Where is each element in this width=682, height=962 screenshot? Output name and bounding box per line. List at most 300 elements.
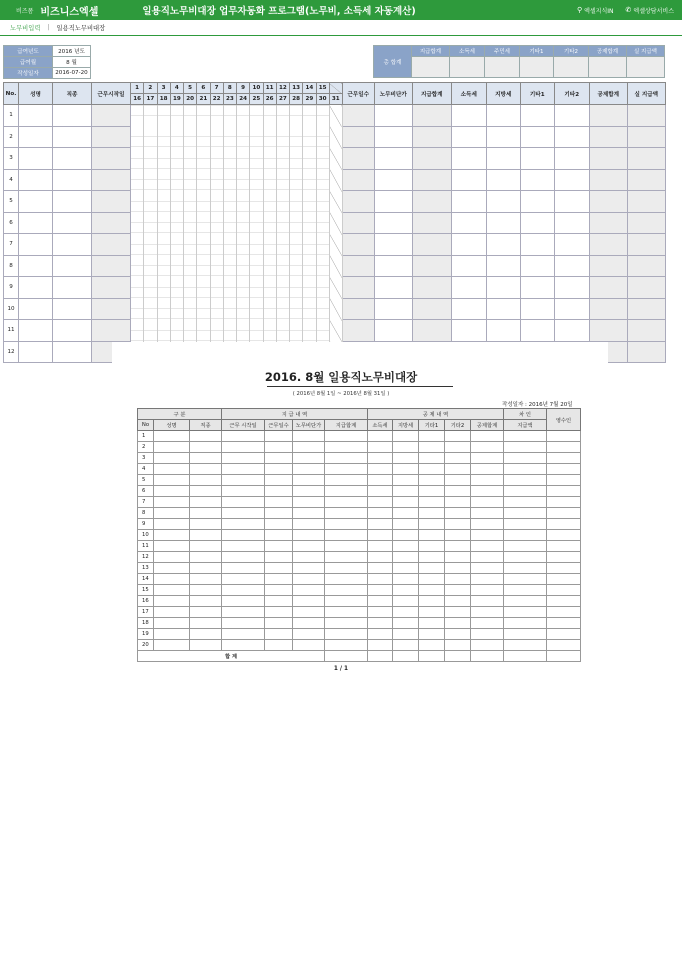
day-cell[interactable] — [276, 191, 289, 213]
etc2-cell[interactable] — [554, 212, 589, 234]
day-cell[interactable] — [250, 255, 263, 277]
day-cell[interactable] — [303, 298, 316, 320]
rate-cell[interactable] — [374, 320, 412, 342]
day-cell[interactable] — [157, 191, 170, 213]
day-cell[interactable] — [170, 234, 183, 256]
day-cell[interactable] — [144, 105, 157, 127]
day-cell[interactable] — [250, 277, 263, 299]
day-cell[interactable] — [131, 320, 144, 342]
day-cell[interactable] — [157, 169, 170, 191]
day-cell[interactable] — [170, 169, 183, 191]
job-cell[interactable] — [53, 212, 92, 234]
day-cell[interactable] — [276, 320, 289, 342]
day-cell[interactable] — [157, 277, 170, 299]
day-cell[interactable] — [329, 169, 342, 191]
day-cell[interactable] — [210, 148, 223, 170]
income-tax-cell[interactable] — [451, 126, 486, 148]
etc1-cell[interactable] — [520, 234, 554, 256]
job-cell[interactable] — [53, 191, 92, 213]
day-cell[interactable] — [329, 148, 342, 170]
day-cell[interactable] — [197, 212, 210, 234]
day-cell[interactable] — [329, 126, 342, 148]
col-workdays: 근무일수 — [265, 420, 293, 431]
day-cell[interactable] — [184, 212, 197, 234]
local-tax-cell[interactable] — [486, 148, 520, 170]
day-cell[interactable] — [316, 212, 329, 234]
name-cell[interactable] — [19, 255, 53, 277]
day-cell[interactable] — [223, 298, 236, 320]
name-cell[interactable] — [19, 105, 53, 127]
report-cell — [393, 497, 419, 508]
day-cell[interactable] — [210, 298, 223, 320]
day-cell[interactable] — [263, 277, 276, 299]
job-cell[interactable] — [53, 148, 92, 170]
day-cell[interactable] — [144, 320, 157, 342]
day-cell[interactable] — [131, 105, 144, 127]
day-cell[interactable] — [329, 234, 342, 256]
day-cell[interactable] — [329, 277, 342, 299]
day-cell[interactable] — [157, 234, 170, 256]
report-row-no: 13 — [138, 563, 154, 574]
day-cell[interactable] — [223, 277, 236, 299]
day-cell[interactable] — [276, 148, 289, 170]
day-cell[interactable] — [290, 191, 303, 213]
etc1-cell[interactable] — [520, 169, 554, 191]
etc2-cell[interactable] — [554, 298, 589, 320]
day-cell[interactable] — [170, 148, 183, 170]
day-cell[interactable] — [170, 126, 183, 148]
day-header: 24 — [237, 94, 250, 105]
day-cell[interactable] — [131, 212, 144, 234]
day-cell[interactable] — [303, 234, 316, 256]
day-cell[interactable] — [303, 126, 316, 148]
year-value[interactable]: 2016 년도 — [53, 46, 91, 57]
tab-labor-ledger[interactable]: 일용직노무비대장 — [56, 25, 106, 32]
day-cell[interactable] — [184, 234, 197, 256]
day-cell[interactable] — [276, 255, 289, 277]
day-cell[interactable] — [223, 234, 236, 256]
rate-cell[interactable] — [374, 126, 412, 148]
day-cell[interactable] — [303, 320, 316, 342]
income-tax-cell[interactable] — [451, 212, 486, 234]
day-cell[interactable] — [316, 105, 329, 127]
report-row — [138, 464, 581, 475]
name-cell[interactable] — [19, 234, 53, 256]
day-cell[interactable] — [197, 169, 210, 191]
local-tax-cell[interactable] — [486, 105, 520, 127]
day-cell[interactable] — [290, 169, 303, 191]
name-cell[interactable] — [19, 212, 53, 234]
day-cell[interactable] — [210, 320, 223, 342]
day-cell[interactable] — [316, 320, 329, 342]
rate-cell[interactable] — [374, 105, 412, 127]
day-cell[interactable] — [157, 126, 170, 148]
day-cell[interactable] — [197, 277, 210, 299]
name-cell[interactable] — [19, 298, 53, 320]
day-cell[interactable] — [144, 298, 157, 320]
day-cell[interactable] — [263, 320, 276, 342]
etc2-cell[interactable] — [554, 191, 589, 213]
job-cell[interactable] — [53, 341, 92, 363]
total-cell[interactable] — [485, 57, 520, 78]
report-cell — [547, 607, 581, 618]
total-cell[interactable] — [589, 57, 627, 78]
day-cell[interactable] — [223, 105, 236, 127]
day-cell[interactable] — [223, 212, 236, 234]
income-tax-cell[interactable] — [451, 148, 486, 170]
day-cell[interactable] — [329, 320, 342, 342]
day-cell[interactable] — [197, 255, 210, 277]
local-tax-cell[interactable] — [486, 234, 520, 256]
report-cell — [504, 475, 547, 486]
day-cell[interactable] — [290, 255, 303, 277]
day-cell[interactable] — [210, 126, 223, 148]
report-cell — [471, 574, 504, 585]
day-cell[interactable] — [157, 320, 170, 342]
job-cell[interactable] — [53, 298, 92, 320]
income-tax-cell[interactable] — [451, 320, 486, 342]
day-cell[interactable] — [197, 191, 210, 213]
job-cell[interactable] — [53, 126, 92, 148]
day-cell[interactable] — [316, 234, 329, 256]
report-cell — [471, 552, 504, 563]
day-cell[interactable] — [237, 255, 250, 277]
day-cell[interactable] — [290, 234, 303, 256]
day-header: 21 — [197, 94, 210, 105]
day-cell[interactable] — [237, 234, 250, 256]
day-cell[interactable] — [237, 320, 250, 342]
day-cell[interactable] — [290, 148, 303, 170]
day-cell[interactable] — [197, 298, 210, 320]
day-cell[interactable] — [210, 234, 223, 256]
day-cell[interactable] — [303, 277, 316, 299]
day-cell[interactable] — [223, 169, 236, 191]
day-cell[interactable] — [144, 126, 157, 148]
day-cell[interactable] — [276, 298, 289, 320]
deduct-sum-cell — [589, 277, 627, 299]
etc2-cell[interactable] — [554, 234, 589, 256]
report-row — [138, 475, 581, 486]
day-cell[interactable] — [157, 255, 170, 277]
day-cell[interactable] — [303, 148, 316, 170]
day-cell[interactable] — [144, 212, 157, 234]
day-cell[interactable] — [170, 105, 183, 127]
day-cell[interactable] — [276, 234, 289, 256]
day-cell[interactable] — [316, 126, 329, 148]
day-cell[interactable] — [290, 212, 303, 234]
day-cell[interactable] — [210, 169, 223, 191]
day-cell[interactable] — [170, 298, 183, 320]
day-cell[interactable] — [237, 126, 250, 148]
day-cell[interactable] — [197, 234, 210, 256]
day-cell[interactable] — [184, 320, 197, 342]
day-cell[interactable] — [237, 212, 250, 234]
day-cell[interactable] — [170, 277, 183, 299]
day-cell[interactable] — [329, 298, 342, 320]
day-cell[interactable] — [184, 298, 197, 320]
day-cell[interactable] — [250, 320, 263, 342]
day-cell[interactable] — [263, 234, 276, 256]
day-cell[interactable] — [131, 234, 144, 256]
income-tax-cell[interactable] — [451, 169, 486, 191]
day-cell[interactable] — [290, 298, 303, 320]
day-cell[interactable] — [210, 212, 223, 234]
etc1-cell[interactable] — [520, 212, 554, 234]
day-cell[interactable] — [290, 277, 303, 299]
day-cell[interactable] — [263, 169, 276, 191]
total-cell[interactable] — [450, 57, 485, 78]
tab-labor-input[interactable]: 노무비입력 — [10, 25, 41, 32]
report-cell — [419, 541, 445, 552]
day-cell[interactable] — [170, 212, 183, 234]
day-cell[interactable] — [263, 148, 276, 170]
job-cell[interactable] — [53, 234, 92, 256]
job-cell[interactable] — [53, 105, 92, 127]
job-cell[interactable] — [53, 320, 92, 342]
report-cell — [419, 530, 445, 541]
day-cell[interactable] — [223, 320, 236, 342]
month-value[interactable]: 8 월 — [53, 57, 91, 68]
income-tax-cell[interactable] — [451, 255, 486, 277]
day-cell[interactable] — [210, 255, 223, 277]
income-tax-cell[interactable] — [451, 277, 486, 299]
day-cell[interactable] — [210, 277, 223, 299]
day-cell[interactable] — [316, 169, 329, 191]
day-cell[interactable] — [184, 169, 197, 191]
day-cell[interactable] — [303, 212, 316, 234]
day-cell[interactable] — [250, 169, 263, 191]
day-cell[interactable] — [316, 298, 329, 320]
day-cell[interactable] — [184, 105, 197, 127]
rate-cell[interactable] — [374, 169, 412, 191]
day-cell[interactable] — [263, 298, 276, 320]
income-tax-cell[interactable] — [451, 234, 486, 256]
name-cell[interactable] — [19, 277, 53, 299]
row-no: 1 — [4, 105, 19, 127]
local-tax-cell[interactable] — [486, 298, 520, 320]
local-tax-cell[interactable] — [486, 212, 520, 234]
report-row-no: 1 — [138, 431, 154, 442]
report-cell — [547, 453, 581, 464]
day-cell[interactable] — [329, 105, 342, 127]
day-cell[interactable] — [184, 191, 197, 213]
day-cell[interactable] — [131, 191, 144, 213]
day-cell[interactable] — [316, 148, 329, 170]
day-cell[interactable] — [131, 169, 144, 191]
day-cell[interactable] — [250, 126, 263, 148]
day-cell[interactable] — [144, 277, 157, 299]
job-cell[interactable] — [53, 277, 92, 299]
day-cell[interactable] — [276, 212, 289, 234]
day-cell[interactable] — [316, 277, 329, 299]
day-cell[interactable] — [250, 105, 263, 127]
etc1-cell[interactable] — [520, 320, 554, 342]
local-tax-cell[interactable] — [486, 126, 520, 148]
day-cell[interactable] — [210, 105, 223, 127]
day-cell[interactable] — [237, 191, 250, 213]
income-tax-cell[interactable] — [451, 105, 486, 127]
name-cell[interactable] — [19, 191, 53, 213]
etc1-cell[interactable] — [520, 148, 554, 170]
day-cell[interactable] — [157, 148, 170, 170]
report-cell — [190, 552, 222, 563]
etc2-cell[interactable] — [554, 255, 589, 277]
etc2-cell[interactable] — [554, 105, 589, 127]
day-header: 15 — [316, 83, 329, 94]
day-cell[interactable] — [237, 169, 250, 191]
day-cell[interactable] — [329, 255, 342, 277]
etc1-cell[interactable] — [520, 126, 554, 148]
rate-cell[interactable] — [374, 298, 412, 320]
day-cell[interactable] — [250, 234, 263, 256]
day-cell[interactable] — [237, 277, 250, 299]
day-cell[interactable] — [263, 191, 276, 213]
report-cell — [190, 530, 222, 541]
excel-consult-link[interactable]: ✆ 엑셀상담서비스 — [625, 6, 674, 15]
income-tax-cell[interactable] — [451, 191, 486, 213]
day-cell[interactable] — [131, 148, 144, 170]
day-cell[interactable] — [170, 320, 183, 342]
day-cell[interactable] — [290, 126, 303, 148]
report-cell — [293, 431, 325, 442]
day-cell[interactable] — [144, 191, 157, 213]
total-cell[interactable] — [520, 57, 554, 78]
rate-cell[interactable] — [374, 234, 412, 256]
rate-cell[interactable] — [374, 277, 412, 299]
date-value[interactable]: 2016-07-20 — [53, 68, 91, 79]
day-cell[interactable] — [223, 148, 236, 170]
etc2-cell[interactable] — [554, 169, 589, 191]
report-cell — [504, 519, 547, 530]
etc2-cell[interactable] — [554, 277, 589, 299]
local-tax-cell[interactable] — [486, 277, 520, 299]
day-cell[interactable] — [131, 277, 144, 299]
name-cell[interactable] — [19, 320, 53, 342]
etc1-cell[interactable] — [520, 298, 554, 320]
brand-logo[interactable]: 비즈니스엑셀 — [40, 6, 99, 18]
day-cell[interactable] — [250, 191, 263, 213]
report-cell — [419, 563, 445, 574]
start-date-cell — [92, 212, 131, 234]
rate-cell[interactable] — [374, 148, 412, 170]
day-cell[interactable] — [223, 191, 236, 213]
day-cell[interactable] — [290, 320, 303, 342]
name-cell[interactable] — [19, 148, 53, 170]
day-cell[interactable] — [329, 212, 342, 234]
etc2-cell[interactable] — [554, 148, 589, 170]
day-cell[interactable] — [263, 105, 276, 127]
job-cell[interactable] — [53, 255, 92, 277]
day-cell[interactable] — [157, 212, 170, 234]
report-cell — [547, 585, 581, 596]
day-cell[interactable] — [316, 191, 329, 213]
day-cell[interactable] — [250, 212, 263, 234]
local-tax-cell[interactable] — [486, 255, 520, 277]
day-cell[interactable] — [276, 126, 289, 148]
total-cell[interactable] — [412, 57, 450, 78]
etc1-cell[interactable] — [520, 191, 554, 213]
day-cell[interactable] — [197, 148, 210, 170]
day-cell[interactable] — [237, 105, 250, 127]
day-cell[interactable] — [237, 148, 250, 170]
total-cell[interactable] — [627, 57, 665, 78]
day-cell[interactable] — [197, 105, 210, 127]
day-cell[interactable] — [329, 191, 342, 213]
name-cell[interactable] — [19, 126, 53, 148]
day-cell[interactable] — [276, 105, 289, 127]
rate-cell[interactable] — [374, 191, 412, 213]
rate-cell[interactable] — [374, 255, 412, 277]
etc1-cell[interactable] — [520, 255, 554, 277]
report-row — [138, 629, 581, 640]
day-cell[interactable] — [184, 277, 197, 299]
etc1-cell[interactable] — [520, 105, 554, 127]
local-tax-cell[interactable] — [486, 320, 520, 342]
total-cell[interactable] — [554, 57, 589, 78]
rate-cell[interactable] — [374, 212, 412, 234]
day-cell[interactable] — [131, 126, 144, 148]
day-cell[interactable] — [303, 105, 316, 127]
day-cell[interactable] — [223, 126, 236, 148]
grid-row — [4, 255, 666, 277]
name-cell[interactable] — [19, 341, 53, 363]
day-cell[interactable] — [157, 298, 170, 320]
etc2-cell[interactable] — [554, 320, 589, 342]
day-cell[interactable] — [197, 320, 210, 342]
day-cell[interactable] — [250, 148, 263, 170]
day-cell[interactable] — [131, 255, 144, 277]
report-cell — [393, 596, 419, 607]
local-tax-cell[interactable] — [486, 191, 520, 213]
day-cell[interactable] — [303, 169, 316, 191]
job-cell[interactable] — [53, 169, 92, 191]
day-cell[interactable] — [303, 255, 316, 277]
day-cell[interactable] — [303, 191, 316, 213]
day-cell[interactable] — [184, 126, 197, 148]
day-cell[interactable] — [144, 255, 157, 277]
day-cell[interactable] — [316, 255, 329, 277]
day-cell[interactable] — [276, 277, 289, 299]
day-cell[interactable] — [144, 148, 157, 170]
day-cell[interactable] — [184, 148, 197, 170]
day-cell[interactable] — [250, 298, 263, 320]
day-header: 2 — [144, 83, 157, 94]
day-cell[interactable] — [144, 234, 157, 256]
day-cell[interactable] — [223, 255, 236, 277]
day-cell[interactable] — [197, 126, 210, 148]
local-tax-cell[interactable] — [486, 169, 520, 191]
day-cell[interactable] — [276, 169, 289, 191]
etc1-cell[interactable] — [520, 277, 554, 299]
day-cell[interactable] — [184, 255, 197, 277]
day-cell[interactable] — [157, 105, 170, 127]
day-cell[interactable] — [170, 191, 183, 213]
day-cell[interactable] — [131, 298, 144, 320]
day-cell[interactable] — [144, 169, 157, 191]
etc2-cell[interactable] — [554, 126, 589, 148]
name-cell[interactable] — [19, 169, 53, 191]
day-cell[interactable] — [263, 126, 276, 148]
day-cell[interactable] — [237, 298, 250, 320]
day-cell[interactable] — [290, 105, 303, 127]
excel-knowledge-link[interactable]: ⚲ 엑셀지식IN — [576, 6, 614, 15]
day-cell[interactable] — [210, 191, 223, 213]
day-cell[interactable] — [263, 212, 276, 234]
day-cell[interactable] — [170, 255, 183, 277]
day-cell[interactable] — [263, 255, 276, 277]
day-header: 12 — [276, 83, 289, 94]
income-tax-cell[interactable] — [451, 298, 486, 320]
